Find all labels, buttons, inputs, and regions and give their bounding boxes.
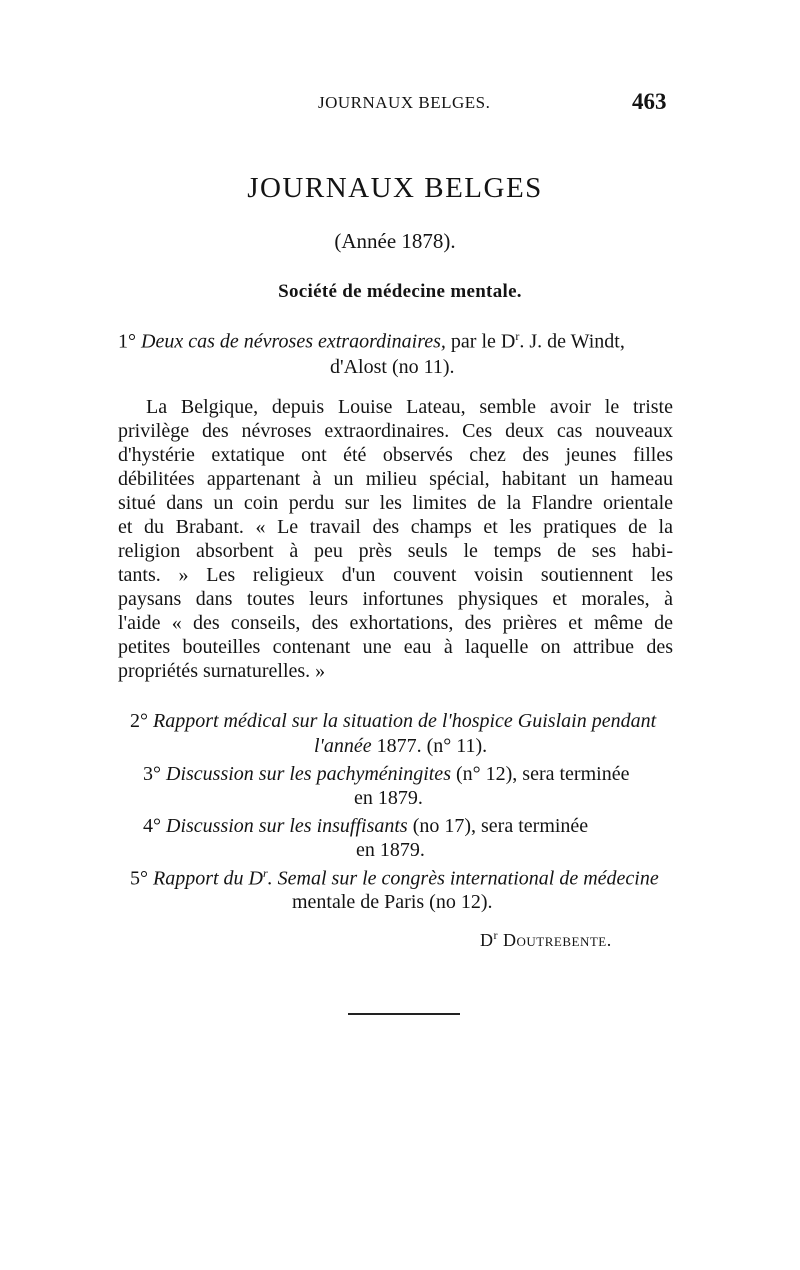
paragraph-line: La Belgique, depuis Louise Lateau, semble avoir le triste xyxy=(146,396,673,418)
item-2-cont-text: 1877. (n° 11). xyxy=(376,735,488,757)
item-3-rest: (n° 12), sera terminée xyxy=(455,763,630,785)
paragraph-line: et du Brabant. « Le travail des champs et les pratiques de la xyxy=(118,516,673,538)
item-2-cont-title: l'année xyxy=(314,735,372,757)
item-5-title-sup: r xyxy=(263,866,268,880)
item-3-number: 3° xyxy=(143,763,161,785)
paragraph-line: d'hystérie extatique ont été observés chez des jeunes filles xyxy=(118,444,673,466)
item-1-number: 1° xyxy=(118,330,136,353)
item-5-number: 5° xyxy=(130,867,148,890)
item-1-heading xyxy=(118,329,625,354)
paragraph-line: paysans dans toutes leurs infortunes physiques et morales, à xyxy=(118,588,673,610)
item-5-title-a: Rapport du D xyxy=(153,867,263,890)
item-2-heading xyxy=(130,710,656,733)
item-3-title: Discussion sur les pachyméningites xyxy=(166,763,451,785)
paragraph-line: situé dans un coin perdu sur les limites de la Flandre orientale xyxy=(118,492,673,514)
signature-prefix: D xyxy=(480,930,494,950)
signature-prefix-sup: r xyxy=(493,928,498,942)
paragraph-line: religion absorbent à peu près seuls le temps de ses habi- xyxy=(118,540,673,562)
running-title: JOURNAUX BELGES. xyxy=(318,93,491,112)
item-3-heading xyxy=(143,763,629,786)
item-5-continuation: mentale de Paris (no 12). xyxy=(292,891,493,913)
item-5-heading xyxy=(130,866,659,891)
item-4-heading xyxy=(143,815,588,838)
paragraph-line: débilitées appartenant à un milieu spécial, habitant un hameau xyxy=(118,468,673,490)
item-2-number: 2° xyxy=(130,710,148,732)
society-heading: Société de médecine mentale. xyxy=(278,281,522,302)
paragraph-line: petites bouteilles contenant une eau à laquelle on attribue des xyxy=(118,636,673,658)
item-3-continuation: en 1879. xyxy=(354,787,423,809)
paragraph-line: tants. » Les religieux d'un couvent voisin soutiennent les xyxy=(118,564,673,586)
paragraph-line: propriétés surnaturelles. » xyxy=(118,660,326,682)
item-4-continuation: en 1879. xyxy=(356,839,425,861)
item-1-continuation: d'Alost (no 11). xyxy=(330,356,455,378)
item-1-author: . J. de Windt, xyxy=(519,330,625,353)
section-title: JOURNAUX BELGES xyxy=(247,172,543,204)
year-subtitle: (Année 1878). xyxy=(334,229,456,253)
item-1-title: Deux cas de névroses extraordinaires, xyxy=(141,330,446,353)
item-4-rest: (no 17), sera terminée xyxy=(412,815,589,837)
item-1-byline: par le D xyxy=(450,330,516,353)
item-2-continuation xyxy=(314,735,487,758)
closing-rule xyxy=(348,1013,460,1015)
paragraph-line: l'aide « des conseils, des exhortations, des prières et même de xyxy=(118,612,673,634)
paragraph-line: privilège des névroses extraordinaires. Ces deux cas nouveaux xyxy=(118,420,673,442)
author-signature xyxy=(480,928,612,951)
page-number: 463 xyxy=(632,89,667,114)
item-1-byline-sup: r xyxy=(515,329,520,343)
signature-name: Doutrebente. xyxy=(503,930,612,950)
item-4-number: 4° xyxy=(143,815,161,837)
item-2-title: Rapport médical sur la situation de l'hospice Guislain pendant xyxy=(153,710,657,732)
item-5-title-b: . Semal sur le congrès international de médecine xyxy=(267,867,659,890)
item-4-title: Discussion sur les insuffisants xyxy=(166,815,408,837)
